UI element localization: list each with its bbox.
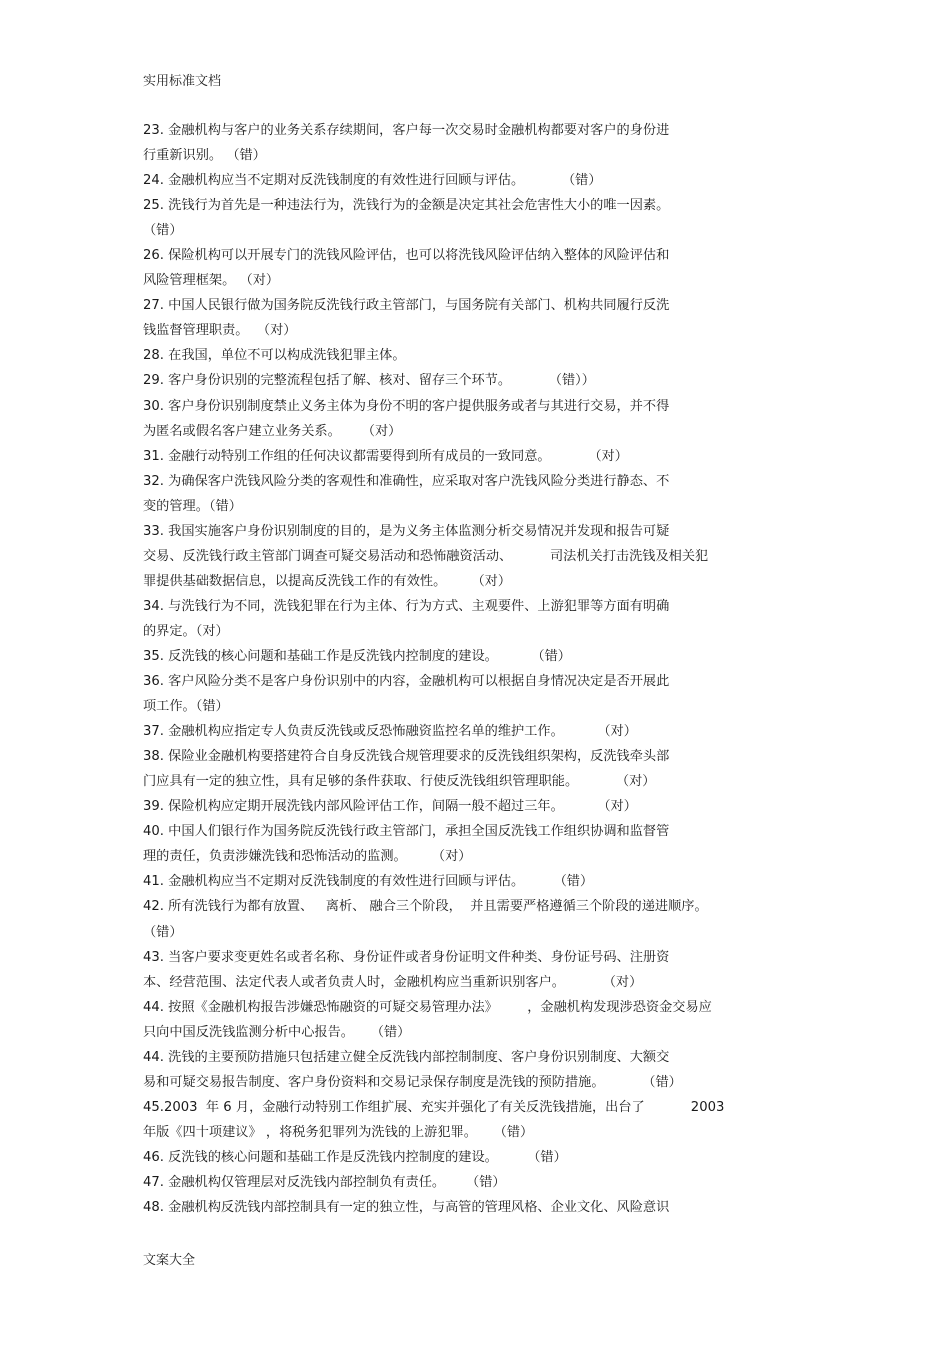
- text-line: 35. 反洗钱的核心问题和基础工作是反洗钱内控制度的建设。 （错）: [143, 648, 571, 664]
- text-line: 29. 客户身份识别的完整流程包括了解、核对、留存三个环节。 （错））: [143, 373, 595, 389]
- text-line: 理的责任，负责涉嫌洗钱和恐怖活动的监测。 （对）: [143, 849, 472, 865]
- text-line: 30. 客户身份识别制度禁止义务主体为身份不明的客户提供服务或者与其进行交易，并不得: [143, 398, 670, 414]
- text-line: 26. 保险机构可以开展专门的洗钱风险评估，也可以将洗钱风险评估纳入整体的风险评估和: [143, 248, 670, 264]
- text-line: 39. 保险机构应定期开展洗钱内部风险评估工作，间隔一般不超过三年。 （对）: [143, 799, 637, 815]
- text-line: 28. 在我国，单位不可以构成洗钱犯罪主体。: [143, 348, 406, 364]
- text-line: 的界定。（对）: [143, 623, 229, 639]
- text-line: 罪提供基础数据信息，以提高反洗钱工作的有效性。 （对）: [143, 573, 512, 589]
- page-footer: 文案大全: [143, 1253, 196, 1268]
- text-line: 47. 金融机构仅管理层对反洗钱内部控制负有责任。 （错）: [143, 1174, 506, 1190]
- text-line: 钱监督管理职责。 （对）: [143, 323, 297, 339]
- page-header: 实用标准文档: [143, 74, 222, 89]
- text-line: 只向中国反洗钱监测分析中心报告。 （错）: [143, 1024, 411, 1040]
- text-line: 31. 金融行动特别工作组的任何决议都需要得到所有成员的一致同意。 （对）: [143, 448, 628, 464]
- text-line: （错）: [143, 223, 183, 239]
- text-line: 23. 金融机构与客户的业务关系存续期间，客户每一次交易时金融机构都要对客户的身份进: [143, 123, 670, 138]
- text-line: 44. 洗钱的主要预防措施只包括建立健全反洗钱内部控制制度、客户身份识别制度、大额交: [143, 1049, 670, 1065]
- text-line: 易和可疑交易报告制度、客户身份资料和交易记录保存制度是洗钱的预防措施。 （错）: [143, 1074, 682, 1090]
- text-line: 风险管理框架。 （对）: [143, 273, 280, 289]
- text-line: 32. 为确保客户洗钱风险分类的客观性和准确性，应采取对客户洗钱风险分类进行静态、不: [143, 473, 670, 489]
- text-line: 34. 与洗钱行为不同，洗钱犯罪在行为主体、行为方式、主观要件、上游犯罪等方面有明确: [143, 598, 670, 614]
- text-line: 变的管理。（错）: [143, 498, 242, 514]
- text-line: 36. 客户风险分类不是客户身份识别中的内容，金融机构可以根据自身情况决定是否开展此: [143, 674, 670, 690]
- text-line: 项工作。（错）: [143, 699, 229, 715]
- text-line: 本、经营范围、法定代表人或者负责人时，金融机构应当重新识别客户。 （对）: [143, 974, 643, 990]
- text-line: 33. 我国实施客户身份识别制度的目的，是为义务主体监测分析交易情况并发现和报告可疑: [143, 523, 670, 539]
- text-line: 年版《四十项建议》 ，将税务犯罪列为洗钱的上游犯罪。 （错）: [143, 1124, 534, 1140]
- text-line: 交易、反洗钱行政主管部门调查可疑交易活动和恐怖融资活动、 司法机关打击洗钱及相关犯: [143, 548, 709, 564]
- text-line: 43. 当客户要求变更姓名或者名称、身份证件或者身份证明文件种类、身份证号码、注册资: [143, 949, 670, 965]
- text-line: 行重新识别。 （错）: [143, 148, 266, 164]
- text-line: 42. 所有洗钱行为都有放置、 离析、 融合三个阶段， 并且需要严格遵循三个阶段的递进顺序。: [143, 899, 708, 915]
- text-line: 门应具有一定的独立性，具有足够的条件获取、行使反洗钱组织管理职能。 （对）: [143, 774, 656, 790]
- text-line: 46. 反洗钱的核心问题和基础工作是反洗钱内控制度的建设。 （错）: [143, 1149, 567, 1165]
- text-line: 44. 按照《金融机构报告涉嫌恐怖融资的可疑交易管理办法》 ，金融机构发现涉恐资金交易应: [143, 999, 712, 1015]
- text-line: 48. 金融机构反洗钱内部控制具有一定的独立性，与高管的管理风格、企业文化、风险意识: [143, 1200, 670, 1216]
- text-line: 38. 保险业金融机构要搭建符合自身反洗钱合规管理要求的反洗钱组织架构，反洗钱牵头部: [143, 749, 670, 765]
- document-body: [143, 118, 823, 1220]
- text-line: 40. 中国人们银行作为国务院反洗钱行政主管部门，承担全国反洗钱工作组织协调和监督管: [143, 824, 670, 840]
- text-line: 37. 金融机构应指定专人负责反洗钱或反恐怖融资监控名单的维护工作。 （对）: [143, 724, 637, 740]
- text-line: 为匿名或假名客户建立业务关系。 （对）: [143, 423, 402, 439]
- text-line: 45.2003 年 6 月，金融行动特别工作组扩展、充实并强化了有关反洗钱措施，出台了 2003: [143, 1099, 725, 1115]
- text-line: 41. 金融机构应当不定期对反洗钱制度的有效性进行回顾与评估。 （错）: [143, 874, 594, 890]
- text-line: 25. 洗钱行为首先是一种违法行为，洗钱行为的金额是决定其社会危害性大小的唯一因素。: [143, 198, 670, 214]
- text-line: 27. 中国人民银行做为国务院反洗钱行政主管部门，与国务院有关部门、机构共同履行反洗: [143, 298, 670, 314]
- text-line: 24. 金融机构应当不定期对反洗钱制度的有效性进行回顾与评估。 （错）: [143, 173, 602, 189]
- text-line: （错）: [143, 924, 183, 940]
